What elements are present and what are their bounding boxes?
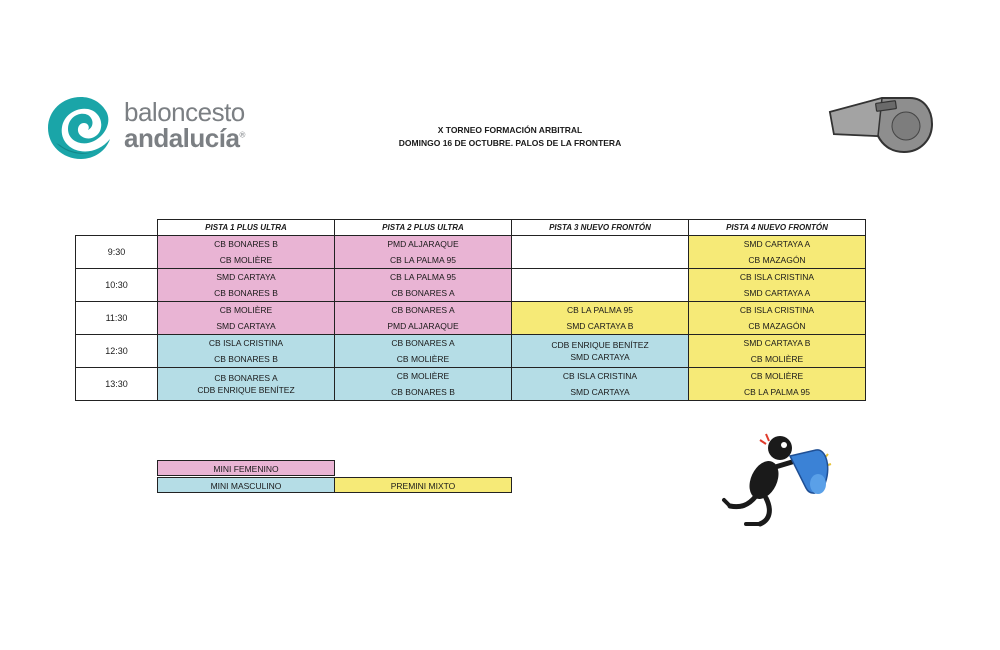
match-cell <box>512 335 689 368</box>
match-cell <box>689 236 866 269</box>
away-team: CB MOLIÈRE <box>219 255 273 265</box>
tournament-header <box>380 124 640 150</box>
logo-text-baloncesto: baloncesto <box>124 97 245 127</box>
match-cell <box>689 302 866 335</box>
match-cell <box>158 269 335 302</box>
away-team: SMD CARTAYA A <box>743 288 811 298</box>
away-team: SMD CARTAYA <box>216 321 276 331</box>
match-cell <box>335 335 512 368</box>
match-cell <box>158 236 335 269</box>
home-team: CB BONARES B <box>214 239 278 249</box>
swirl-logo-icon <box>46 95 116 161</box>
home-team: CB LA PALMA 95 <box>567 305 633 315</box>
away-team: CB BONARES A <box>391 288 455 298</box>
away-team: SMD CARTAYA <box>570 387 630 397</box>
schedule-row <box>76 236 866 269</box>
page-title: X TORNEO FORMACIÓN ARBITRAL <box>437 125 583 135</box>
home-team: CB ISLA CRISTINA <box>739 272 815 282</box>
page-subtitle: DOMINGO 16 DE OCTUBRE. PALOS DE LA FRONTERA <box>398 138 622 148</box>
match-cell <box>158 368 335 401</box>
match-cell <box>512 368 689 401</box>
whistle-icon <box>826 94 934 156</box>
legend-mini-masculino: MINI MASCULINO <box>157 477 335 493</box>
away-team: CB BONARES B <box>391 387 455 397</box>
home-team: CB ISLA CRISTINA <box>208 338 284 348</box>
column-header-pista-1: PISTA 1 PLUS ULTRA <box>158 220 335 236</box>
schedule-row <box>76 335 866 368</box>
column-header-pista-4: PISTA 4 NUEVO FRONTÓN <box>689 220 866 236</box>
schedule-row <box>76 368 866 401</box>
time-slot: 11:30 <box>76 302 158 335</box>
referee-whistling-icon <box>720 428 836 528</box>
away-team: CB BONARES B <box>214 288 278 298</box>
match-cell <box>689 269 866 302</box>
away-team: CB MAZAGÓN <box>748 321 806 331</box>
home-team: CB ISLA CRISTINA <box>739 305 815 315</box>
time-slot: 10:30 <box>76 269 158 302</box>
match-cell <box>335 236 512 269</box>
match-cell <box>689 335 866 368</box>
logo-text-andalucia: andalucía® <box>124 123 245 153</box>
column-header-pista-2: PISTA 2 PLUS ULTRA <box>335 220 512 236</box>
home-team: CB MOLIÈRE <box>750 371 804 381</box>
away-team: CB LA PALMA 95 <box>390 255 456 265</box>
home-team: CB MOLIÈRE <box>396 371 450 381</box>
away-team: CB MOLIÈRE <box>396 354 450 364</box>
home-team: CB BONARES A <box>214 373 278 383</box>
time-slot: 13:30 <box>76 368 158 401</box>
corner-cell <box>76 220 158 236</box>
home-team: SMD CARTAYA B <box>743 338 811 348</box>
home-team: CB BONARES A <box>391 338 455 348</box>
away-team: CB LA PALMA 95 <box>744 387 810 397</box>
away-team: CB MOLIÈRE <box>750 354 804 364</box>
home-team: CB BONARES A <box>391 305 455 315</box>
match-cell <box>689 368 866 401</box>
schedule-row <box>76 269 866 302</box>
away-team: CDB ENRIQUE BENÍTEZ <box>197 385 295 395</box>
match-cell <box>158 302 335 335</box>
match-cell <box>335 269 512 302</box>
match-cell <box>512 302 689 335</box>
home-team: SMD CARTAYA <box>216 272 276 282</box>
away-team: SMD CARTAYA B <box>566 321 634 331</box>
baloncesto-andalucia-logo <box>46 95 256 161</box>
home-team: CB ISLA CRISTINA <box>562 371 638 381</box>
home-team: CB LA PALMA 95 <box>390 272 456 282</box>
time-slot: 9:30 <box>76 236 158 269</box>
column-header-pista-3: PISTA 3 NUEVO FRONTÓN <box>512 220 689 236</box>
away-team: SMD CARTAYA <box>570 352 630 362</box>
away-team: CB BONARES B <box>214 354 278 364</box>
home-team: SMD CARTAYA A <box>743 239 811 249</box>
match-cell <box>512 269 689 302</box>
home-team: CB MOLIÈRE <box>219 305 273 315</box>
legend-mini-femenino: MINI FEMENINO <box>157 460 335 476</box>
match-cell <box>512 236 689 269</box>
home-team: CDB ENRIQUE BENÍTEZ <box>551 340 649 350</box>
schedule-row <box>76 302 866 335</box>
schedule-table <box>75 219 866 401</box>
away-team: CB MAZAGÓN <box>748 255 806 265</box>
time-slot: 12:30 <box>76 335 158 368</box>
home-team: PMD ALJARAQUE <box>387 239 459 249</box>
away-team: PMD ALJARAQUE <box>387 321 459 331</box>
match-cell <box>335 302 512 335</box>
legend-premini-mixto: PREMINI MIXTO <box>334 477 512 493</box>
match-cell <box>335 368 512 401</box>
match-cell <box>158 335 335 368</box>
